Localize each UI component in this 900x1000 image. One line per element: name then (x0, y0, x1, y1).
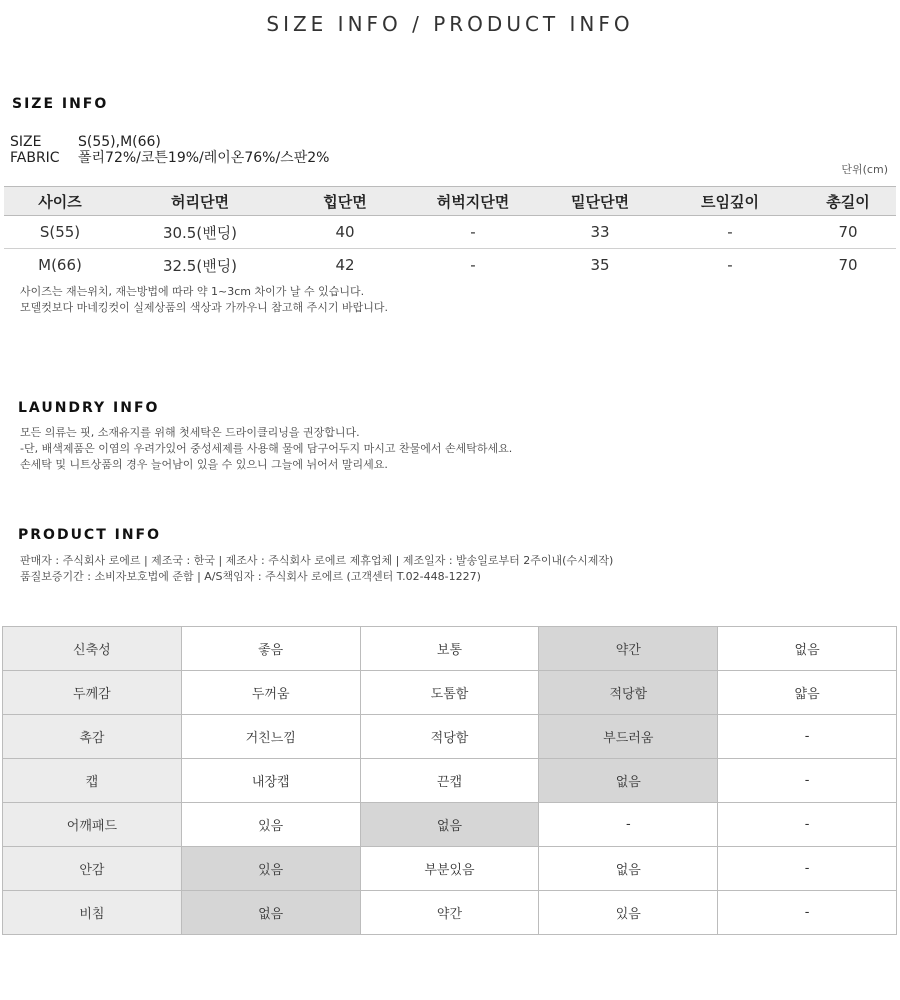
size-table (4, 186, 896, 281)
table-row (4, 249, 896, 282)
property-option: 없음 (718, 627, 897, 671)
property-option-selected: 없음 (539, 759, 718, 803)
property-option: 도톰함 (360, 671, 539, 715)
property-option: 두꺼움 (181, 671, 360, 715)
table-cell: S(55) (4, 216, 116, 249)
property-option-selected: 약간 (539, 627, 718, 671)
spec-fabric-row (10, 150, 329, 166)
spec-size-row (10, 134, 161, 150)
property-option: 약간 (360, 891, 539, 935)
product-line: 판매자 : 주식회사 로에르 | 제조국 : 한국 | 제조사 : 주식회사 로에르 제휴업체 | 제조일자 : 발송일로부터 2주이내(수시제작) (20, 554, 614, 567)
property-row (3, 759, 897, 803)
col-header: 허리단면 (116, 187, 284, 216)
size-notes (20, 284, 388, 316)
table-row (4, 216, 896, 249)
property-row (3, 627, 897, 671)
table-cell: - (660, 216, 800, 249)
property-label: 어깨패드 (3, 803, 182, 847)
table-cell: 70 (838, 256, 858, 274)
property-option: 없음 (539, 847, 718, 891)
property-option: - (718, 759, 897, 803)
table-cell: 40 (284, 216, 406, 249)
property-label: 비침 (3, 891, 182, 935)
spec-size-value: S(55),M(66) (78, 134, 161, 150)
property-option: 끈캡 (360, 759, 539, 803)
table-cell: 35 (590, 256, 610, 274)
col-header: 트임깊이 (660, 187, 800, 216)
laundry-notes (20, 425, 512, 473)
table-cell: - (406, 216, 540, 249)
table-cell: - (727, 256, 733, 274)
property-label: 신축성 (3, 627, 182, 671)
laundry-line: 모든 의류는 핏, 소재유지를 위해 첫세탁은 드라이클리닝을 권장합니다. (20, 426, 360, 439)
table-cell: 32.5(밴딩) (162, 256, 238, 275)
property-option: - (539, 803, 718, 847)
property-option: 있음 (181, 803, 360, 847)
property-option: 좋음 (181, 627, 360, 671)
col-header: 허벅지단면 (406, 187, 540, 216)
property-label: 두께감 (3, 671, 182, 715)
col-header: 힙단면 (284, 187, 406, 216)
size-note-line: 사이즈는 재는위치, 재는방법에 따라 약 1~3cm 차이가 날 수 있습니다. (20, 285, 365, 298)
table-cell: - (470, 256, 476, 274)
page-title: SIZE INFO / PRODUCT INFO (266, 12, 634, 36)
property-option-selected: 적당함 (539, 671, 718, 715)
product-line: 품질보증기간 : 소비자보호법에 준함 | A/S책임자 : 주식회사 로에르 (고객센터 T.02-448-1227) (20, 570, 481, 583)
property-row (3, 803, 897, 847)
property-option: 거친느낌 (181, 715, 360, 759)
property-option-selected: 부드러움 (539, 715, 718, 759)
size-table-header (4, 187, 896, 216)
size-note-line: 모델컷보다 마네킹컷이 실제상품의 색상과 가까우니 참고해 주시기 바랍니다. (20, 301, 389, 314)
property-option: - (718, 847, 897, 891)
property-option: 얇음 (718, 671, 897, 715)
size-info-heading: SIZE INFO (12, 96, 109, 112)
property-option: - (718, 803, 897, 847)
property-option: 보통 (360, 627, 539, 671)
property-option: 적당함 (360, 715, 539, 759)
product-info-heading: PRODUCT INFO (18, 527, 162, 543)
property-row (3, 715, 897, 759)
col-header: 총길이 (800, 187, 896, 216)
property-label: 캡 (3, 759, 182, 803)
property-option: - (718, 715, 897, 759)
property-row (3, 891, 897, 935)
spec-fabric-key: FABRIC (10, 150, 60, 166)
property-option: 부분있음 (360, 847, 539, 891)
property-option-selected: 없음 (360, 803, 539, 847)
property-option: 있음 (539, 891, 718, 935)
property-label: 촉감 (3, 715, 182, 759)
property-option: - (718, 891, 897, 935)
property-option-selected: 없음 (181, 891, 360, 935)
col-header: 밑단단면 (540, 187, 660, 216)
property-option: 내장캡 (181, 759, 360, 803)
col-header: 사이즈 (4, 187, 116, 216)
unit-label: 단위(cm) (841, 163, 888, 176)
property-label: 안감 (3, 847, 182, 891)
table-cell: 33 (540, 216, 660, 249)
table-cell: M(66) (38, 256, 82, 274)
laundry-info-heading: LAUNDRY INFO (18, 400, 160, 416)
laundry-line: -단, 배색제품은 이염의 우려가있어 중성세제를 사용해 물에 담구어두지 마시고 찬물에서 손세탁하세요. (20, 442, 513, 455)
property-row (3, 671, 897, 715)
properties-table (2, 626, 897, 935)
table-cell: 70 (800, 216, 896, 249)
table-cell: 42 (335, 256, 355, 274)
spec-fabric-value: 폴리72%/코튼19%/레이온76%/스판2% (78, 150, 330, 166)
laundry-line: 손세탁 및 니트상품의 경우 늘어남이 있을 수 있으니 그늘에 뉘어서 말리세요. (20, 458, 388, 471)
product-notes (20, 553, 613, 585)
table-cell: 30.5(밴딩) (116, 216, 284, 249)
property-row (3, 847, 897, 891)
spec-size-key: SIZE (10, 134, 42, 150)
property-option-selected: 있음 (181, 847, 360, 891)
